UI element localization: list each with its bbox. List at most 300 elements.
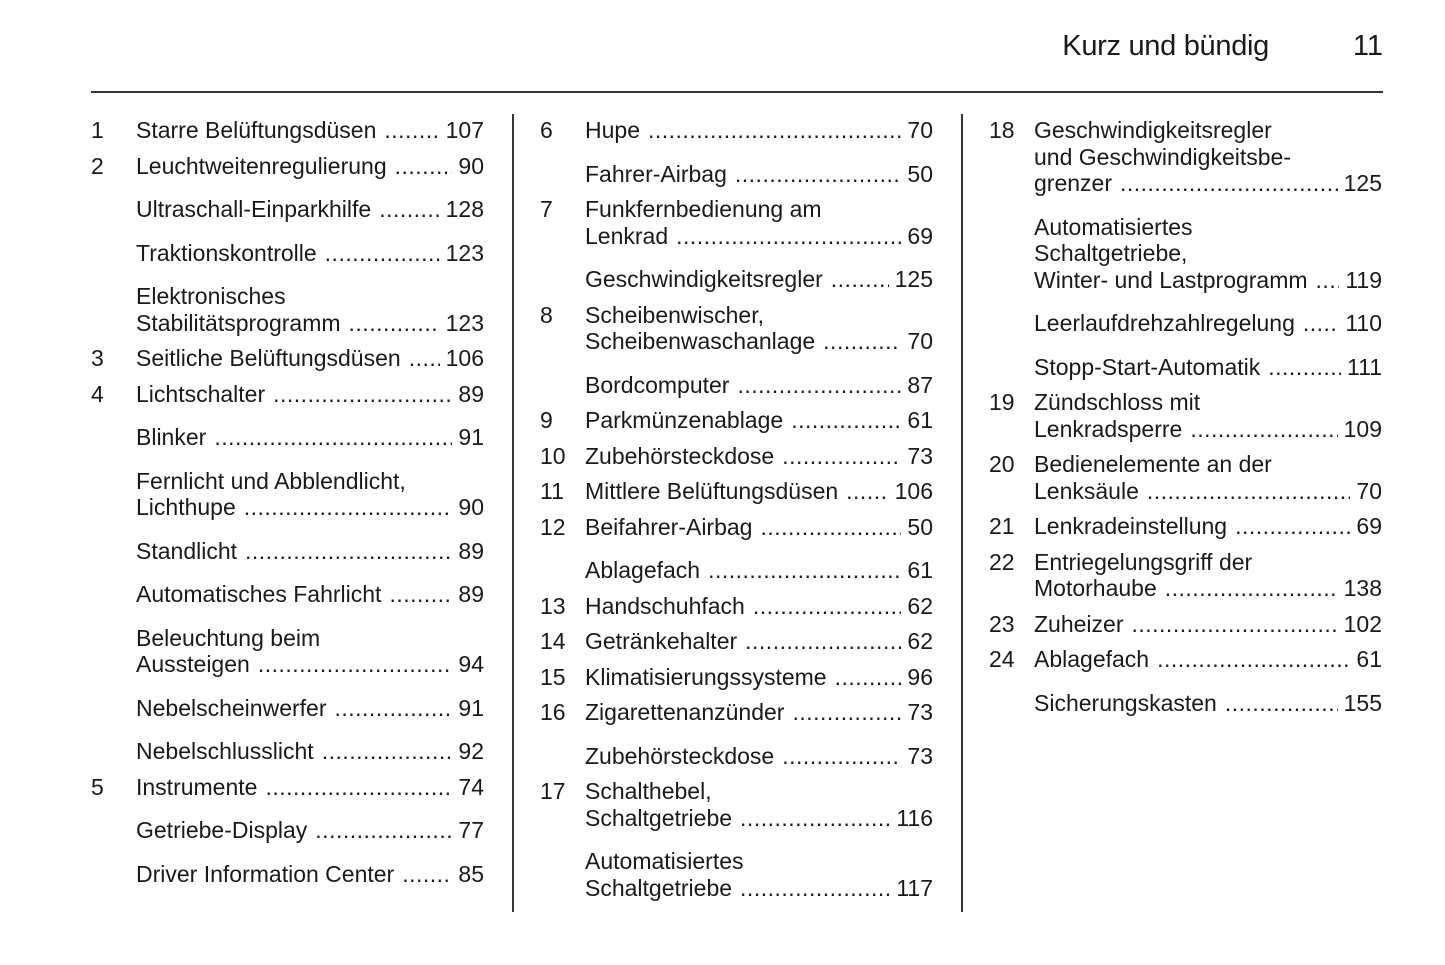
page-reference: 70 [907,328,933,354]
section-title: Kurz und bündig [1062,30,1269,62]
entry-label: Automatisches Fahrlicht [136,581,382,607]
entry-label-line: Automatisiertes [1034,213,1193,240]
entry-label-line: Scheibenwischer, [585,301,764,328]
entry-body [136,468,484,521]
entry-number [91,581,136,608]
dot-leader [315,817,452,844]
entry-body [136,345,484,372]
entry-label: Handschuhfach [585,592,745,619]
page-reference: 90 [458,494,484,520]
entry-number [91,538,136,565]
entry-body [136,695,484,722]
page-reference: 50 [907,160,933,187]
entry-number: 11 [540,478,564,504]
dot-leader [792,699,901,726]
dot-leader [831,266,889,293]
entry-label: Lichthupe [136,494,236,520]
index-entry [540,778,933,831]
entry-leader-line [585,557,933,584]
entry-number [989,214,1034,294]
index-entry [91,283,484,336]
entry-label: Nebelscheinwerfer [136,694,327,721]
entry-label: Fahrer-Airbag [585,160,727,187]
entry-label: Stabilitätsprogramm [136,309,341,336]
entry-label: Parkmünzenablage [585,407,784,433]
page-reference: 85 [458,860,484,887]
dot-leader [384,117,439,144]
entry-number: 18 [989,117,1015,143]
entry-body [585,628,933,655]
entry-leader-line [585,478,933,505]
index-entry [989,549,1382,602]
entry-body [136,538,484,565]
entry-label: Zubehörsteckdose [585,742,775,769]
entry-body [136,240,484,267]
entry-label: Mittlere Belüftungsdüsen [585,478,839,504]
entry-leader-line [1034,513,1382,540]
column-divider [961,114,963,912]
entry-number [91,196,136,223]
index-entry [91,774,484,801]
dot-leader [1157,646,1350,673]
entry-body [1034,310,1382,337]
entry-label: Driver Information Center [136,860,395,887]
entry-body [136,196,484,223]
dot-leader [648,117,901,144]
entry-body [1034,513,1382,540]
index-entry [91,381,484,408]
entry-label: Getriebe-Display [136,817,308,843]
dot-leader [1235,513,1350,540]
page-reference: 94 [458,651,484,677]
header-rule [91,91,1383,93]
entry-leader-line [585,875,933,902]
page-number: 11 [1352,30,1383,62]
page-reference: 70 [1356,477,1382,504]
page-reference: 77 [458,817,484,843]
dot-leader [753,593,902,620]
page-reference: 73 [907,442,933,469]
page-reference: 123 [445,239,484,266]
dot-leader [1131,611,1337,638]
entry-body [585,407,933,434]
entry-number [540,557,585,584]
entry-label-line: Bedienelemente an der [1034,451,1272,477]
entry-number: 6 [540,117,553,143]
page-reference: 138 [1343,575,1382,601]
entry-leader-line [136,240,484,267]
entry-body [136,625,484,678]
entry-body [585,514,933,541]
dot-leader [760,514,901,541]
page-reference: 91 [458,694,484,721]
entry-number: 1 [91,117,104,143]
index-entry [91,581,484,608]
entry-leader-line [1034,267,1382,294]
entry-leader-line [1034,310,1382,337]
index-entry [989,389,1382,442]
entry-body [136,738,484,765]
entry-label: Starre Belüftungsdüsen [136,117,377,143]
entry-label: Hupe [585,117,640,143]
entry-body [585,699,933,726]
entry-number: 12 [540,513,566,540]
entry-body [136,283,484,336]
entry-label: Blinker [136,424,207,450]
index-entry [91,817,484,844]
index-entry [540,628,933,655]
index-entry [989,646,1382,673]
index-entry [540,302,933,355]
entry-leader-line [136,695,484,722]
page-reference: 111 [1347,353,1382,380]
entry-label: Lenkradsperre [1034,415,1183,442]
entry-label-line: Schalthebel, [585,778,712,804]
index-entry [989,513,1382,540]
dot-leader [265,774,452,801]
page-reference: 109 [1343,415,1382,442]
index-entry [540,266,933,293]
entry-body [136,153,484,180]
entry-number [91,240,136,267]
entry-leader-line [136,494,484,521]
entry-leader-line [1034,416,1382,443]
page-reference: 50 [907,513,933,540]
entry-leader-line [136,117,484,144]
entry-label: Lenksäule [1034,477,1139,504]
entry-label-line: Beleuchtung beim [136,624,321,651]
entry-label: Winter- und Lastprogramm [1034,266,1308,293]
index-column-3 [989,117,1382,725]
page-reference: 61 [907,557,933,583]
entry-label-line: Fernlicht und Abblendlicht, [136,467,406,494]
entry-label: Zuheizer [1034,610,1124,637]
entry-label-line: Geschwindigkeitsregler [1034,117,1272,143]
entry-leader-line [136,581,484,608]
index-entry [91,117,484,144]
entry-body [1034,646,1382,673]
entry-body [1034,611,1382,638]
index-entry [540,407,933,434]
entry-number: 20 [989,451,1015,477]
entry-body [136,861,484,888]
dot-leader [245,538,452,565]
entry-number [989,310,1034,337]
entry-leader-line [585,514,933,541]
dot-leader [737,372,901,399]
entry-label-line: Entriegelungsgriff der [1034,548,1253,575]
dot-leader [740,875,890,902]
entry-number: 8 [540,301,553,328]
entry-label: Nebelschlusslicht [136,738,314,764]
entry-label: Leerlaufdrehzahlregelung [1034,310,1295,336]
entry-number [540,743,585,770]
dot-leader [349,310,440,337]
entry-leader-line [136,196,484,223]
entry-number: 10 [540,442,566,469]
entry-body [136,817,484,844]
dot-leader [1165,575,1338,602]
entry-number [540,372,585,399]
page-reference: 110 [1345,310,1382,336]
entry-leader-line [585,328,933,355]
entry-number [989,354,1034,381]
page-reference: 92 [458,738,484,764]
entry-number: 19 [989,389,1015,415]
entry-body [585,117,933,144]
entry-body [1034,117,1382,197]
entry-label-line: Zündschloss mit [1034,389,1201,415]
entry-label: Instrumente [136,773,258,800]
dot-leader [823,328,901,355]
entry-number [91,625,136,678]
page-reference: 107 [445,117,484,143]
index-entry [989,354,1382,381]
entry-leader-line [136,381,484,408]
entry-body [136,381,484,408]
entry-number [91,424,136,451]
entry-body [585,593,933,620]
dot-leader [214,424,452,451]
entry-body [585,372,933,399]
entry-leader-line [585,743,933,770]
dot-leader [740,805,890,832]
entry-leader-line [136,345,484,372]
entry-body [585,266,933,293]
entry-leader-line [585,372,933,399]
page-reference: 62 [907,628,933,654]
entry-body [136,117,484,144]
index-entry [540,372,933,399]
entry-body [585,161,933,188]
entry-leader-line [585,443,933,470]
index-column-2 [540,117,933,910]
entry-leader-line [136,861,484,888]
dot-leader [334,695,452,722]
index-entry [540,478,933,505]
entry-number [540,848,585,901]
dot-leader [244,494,453,521]
index-entry [540,664,933,691]
entry-leader-line [136,651,484,678]
entry-leader-line [1034,690,1382,717]
index-entry [91,861,484,888]
index-entry [540,557,933,584]
entry-label: Traktionskontrolle [136,239,317,266]
dot-leader [1190,416,1337,443]
entry-label: Lichtschalter [136,380,266,407]
index-entry [91,738,484,765]
dot-leader [708,557,901,584]
entry-number [91,468,136,521]
page-reference: 73 [907,699,933,725]
entry-leader-line [1034,170,1382,197]
entry-leader-line [585,664,933,691]
entry-leader-line [585,266,933,293]
entry-label: Motorhaube [1034,575,1157,601]
entry-number: 3 [91,345,104,371]
page-reference: 102 [1343,610,1382,637]
entry-number: 7 [540,196,553,222]
dot-leader [1303,310,1339,337]
entry-number [989,690,1034,717]
entry-number [540,266,585,293]
entry-label: Beifahrer-Airbag [585,513,753,540]
entry-label: Bordcomputer [585,371,730,398]
entry-body [1034,451,1382,504]
page-reference: 125 [1343,170,1382,196]
entry-number [91,695,136,722]
entry-label: Scheibenwaschanlage [585,328,816,354]
entry-label: Lenkrad [585,222,669,249]
entry-body [585,848,933,901]
dot-leader [676,223,901,250]
column-divider [512,114,514,912]
entry-label: Zigarettenanzünder [585,699,785,725]
entry-label: Lenkradeinstellung [1034,513,1228,539]
dot-leader [745,628,901,655]
page-reference: 125 [894,266,933,292]
index-entry [540,593,933,620]
entry-number: 4 [91,380,104,407]
entry-leader-line [585,628,933,655]
entry-body [1034,690,1382,717]
entry-leader-line [585,805,933,832]
page-reference: 89 [458,537,484,564]
dot-leader [258,651,453,678]
page-reference: 61 [1356,646,1382,672]
entry-leader-line [585,699,933,726]
index-entry [91,240,484,267]
dot-leader [1268,354,1341,381]
entry-leader-line [1034,575,1382,602]
entry-body [1034,389,1382,442]
page-reference: 116 [896,804,933,831]
entry-body [136,581,484,608]
index-entry [540,743,933,770]
entry-number [91,738,136,765]
dot-leader [835,664,902,691]
entry-number [540,161,585,188]
page-reference: 106 [445,345,484,371]
page-reference: 106 [894,478,933,504]
page-reference: 89 [458,581,484,607]
dot-leader [379,196,439,223]
index-entry [989,451,1382,504]
index-entry [989,611,1382,638]
dot-leader [1147,478,1351,505]
page-reference: 69 [907,222,933,249]
entry-label: Schaltgetriebe [585,804,733,831]
page-reference: 61 [907,407,933,433]
entry-body [1034,549,1382,602]
entry-number [91,861,136,888]
index-entry [989,690,1382,717]
entry-body [585,196,933,249]
entry-body [585,302,933,355]
page-reference: 70 [907,117,933,143]
entry-body [585,557,933,584]
entry-number: 2 [91,152,104,179]
page-header [0,0,1445,92]
entry-body [136,424,484,451]
entry-number: 17 [540,778,566,804]
index-entry [989,310,1382,337]
entry-number: 16 [540,699,566,725]
index-entry [91,538,484,565]
dot-leader [782,443,901,470]
index-entry [91,695,484,722]
entry-leader-line [136,538,484,565]
entry-label: Standlicht [136,537,238,564]
index-entry [91,625,484,678]
dot-leader [735,161,902,188]
index-entry [91,424,484,451]
entry-leader-line [585,117,933,144]
entry-number: 21 [989,513,1015,539]
dot-leader [1120,170,1338,197]
entry-body [585,778,933,831]
entry-leader-line [1034,611,1382,638]
page-reference: 87 [907,371,933,398]
index-entry [989,117,1382,197]
dot-leader [395,153,453,180]
entry-label: Geschwindigkeitsregler [585,266,823,292]
entry-leader-line [136,817,484,844]
entry-leader-line [136,738,484,765]
entry-leader-line [585,407,933,434]
entry-label: Ablagefach [1034,646,1150,672]
entry-label: Schaltgetriebe [585,874,733,901]
page-reference: 119 [1345,266,1382,293]
entry-label: Seitliche Belüftungsdüsen [136,345,401,371]
entry-leader-line [1034,354,1382,381]
entry-number: 23 [989,610,1015,637]
index-entry [540,117,933,144]
entry-leader-line [585,593,933,620]
entry-label-line: Automatisiertes [585,848,744,874]
entry-body [585,443,933,470]
page-reference: 69 [1356,513,1382,539]
entry-number: 24 [989,646,1015,672]
dot-leader [782,743,901,770]
entry-label: Leuchtweitenregulierung [136,152,387,179]
entry-label: Stopp-Start-Automatik [1034,353,1261,380]
page-reference: 90 [458,152,484,179]
page-reference: 117 [896,874,933,901]
entry-number: 22 [989,548,1015,575]
dot-leader [1225,690,1338,717]
index-entry [540,443,933,470]
entry-body [585,664,933,691]
entry-leader-line [585,161,933,188]
entry-leader-line [136,774,484,801]
dot-leader [322,738,453,765]
index-entry [91,153,484,180]
entry-number: 14 [540,628,566,654]
index-entry [540,699,933,726]
page-reference: 91 [458,424,484,450]
entry-body [585,743,933,770]
entry-label: Zubehörsteckdose [585,442,775,469]
entry-body [1034,214,1382,294]
page-reference: 73 [907,742,933,769]
page-reference: 128 [445,196,484,222]
entry-body [136,774,484,801]
dot-leader [409,345,440,372]
entry-leader-line [136,153,484,180]
entry-number [91,817,136,844]
